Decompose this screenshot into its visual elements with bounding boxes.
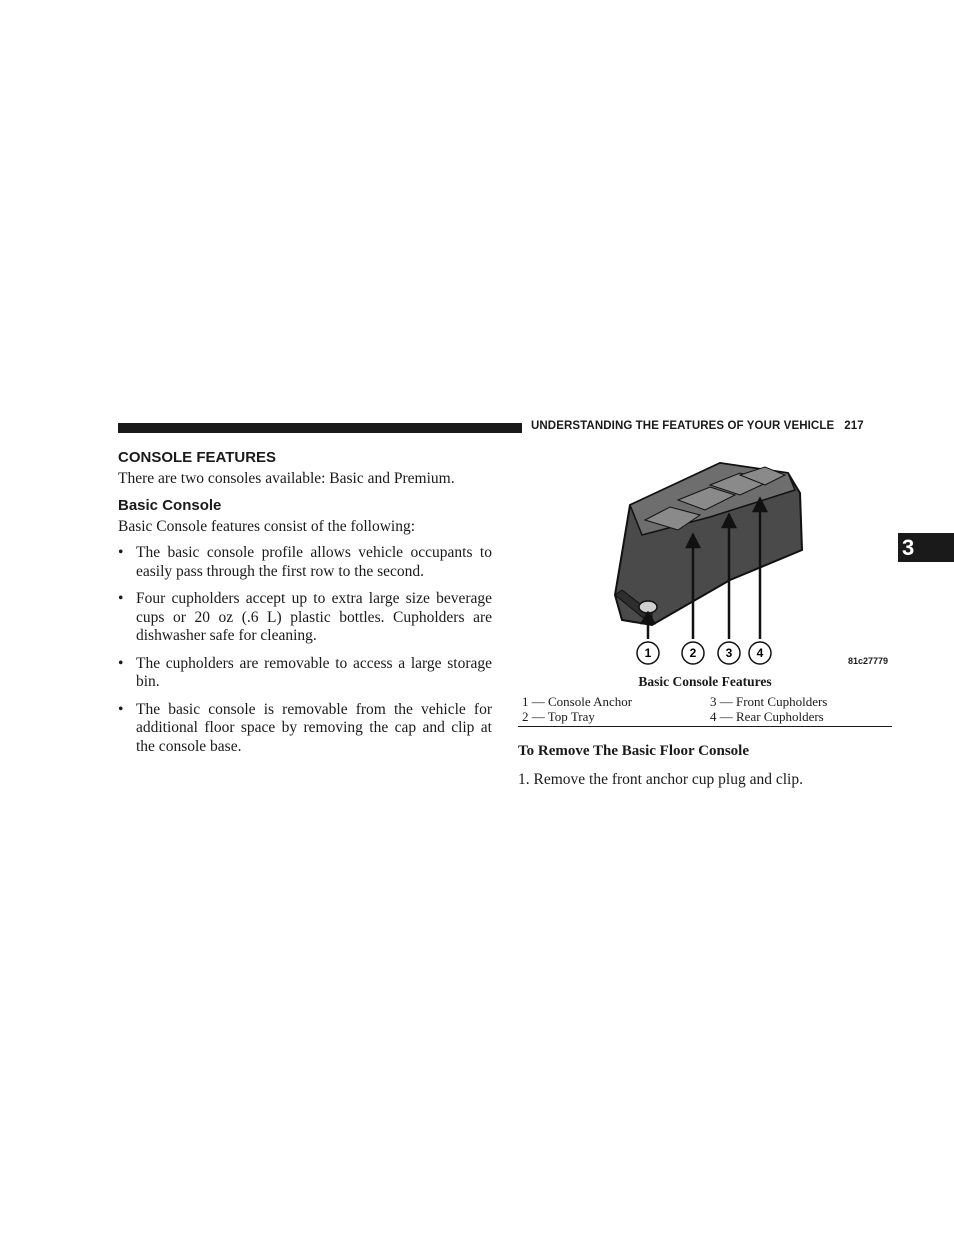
callout-circles — [637, 642, 771, 664]
legend-item: 4 — Rear Cupholders — [710, 708, 824, 724]
callout-label: 3 — [725, 646, 733, 660]
legend-row — [518, 710, 892, 725]
list-item-text: The basic console profile allows vehicle occupants to easily pass through the first row to the second. — [136, 544, 492, 580]
sub-intro-paragraph: Basic Console features consist of the following: — [118, 518, 416, 535]
figure-id: 81c27779 — [848, 656, 889, 666]
running-header — [531, 420, 891, 432]
list-item-text: The basic console is removable from the vehicle for additional floor space by removing the cap and clip at the console base. — [136, 700, 492, 755]
list-item — [118, 655, 492, 692]
list-item-text: Four cupholders accept up to extra large size beverage cups or 20 oz (.6 L) plastic bottles. Cupholders are dishwasher safe for cleaning. — [136, 590, 492, 644]
section-title: CONSOLE FEATURES — [118, 449, 277, 466]
console-drawing — [615, 463, 802, 625]
bullet-icon: • — [118, 654, 124, 672]
page-number: 217 — [844, 420, 864, 432]
procedure-step: 1. Remove the front anchor cup plug and clip. — [518, 771, 803, 788]
legend-item: 2 — Top Tray — [522, 708, 595, 724]
bullet-icon: • — [118, 590, 124, 607]
header-rule — [118, 423, 522, 433]
subsection-title: Basic Console — [118, 497, 222, 514]
procedure-title: To Remove The Basic Floor Console — [518, 743, 749, 759]
legend-item: 1 — Console Anchor — [522, 694, 633, 709]
console-illustration — [560, 455, 900, 675]
intro-paragraph: There are two consoles available: Basic and Premium. — [118, 470, 455, 487]
figure-legend — [518, 695, 892, 727]
feature-list — [118, 544, 492, 756]
bullet-icon: • — [118, 544, 124, 561]
callout-label: 1 — [644, 646, 652, 660]
callout-label: 4 — [756, 646, 764, 660]
list-item — [118, 544, 492, 581]
legend-row — [518, 695, 892, 710]
list-item — [118, 590, 492, 646]
callout-label: 2 — [689, 646, 697, 660]
running-title: UNDERSTANDING THE FEATURES OF YOUR VEHICLE — [531, 420, 835, 432]
figure-caption: Basic Console Features — [638, 674, 772, 689]
bullet-icon: • — [118, 700, 124, 718]
list-item — [118, 701, 492, 757]
list-item-text: The cupholders are removable to access a large storage bin. — [136, 654, 492, 690]
legend-item: 3 — Front Cupholders — [710, 694, 828, 709]
chapter-tab: 3 — [898, 533, 954, 562]
left-column — [118, 449, 492, 765]
